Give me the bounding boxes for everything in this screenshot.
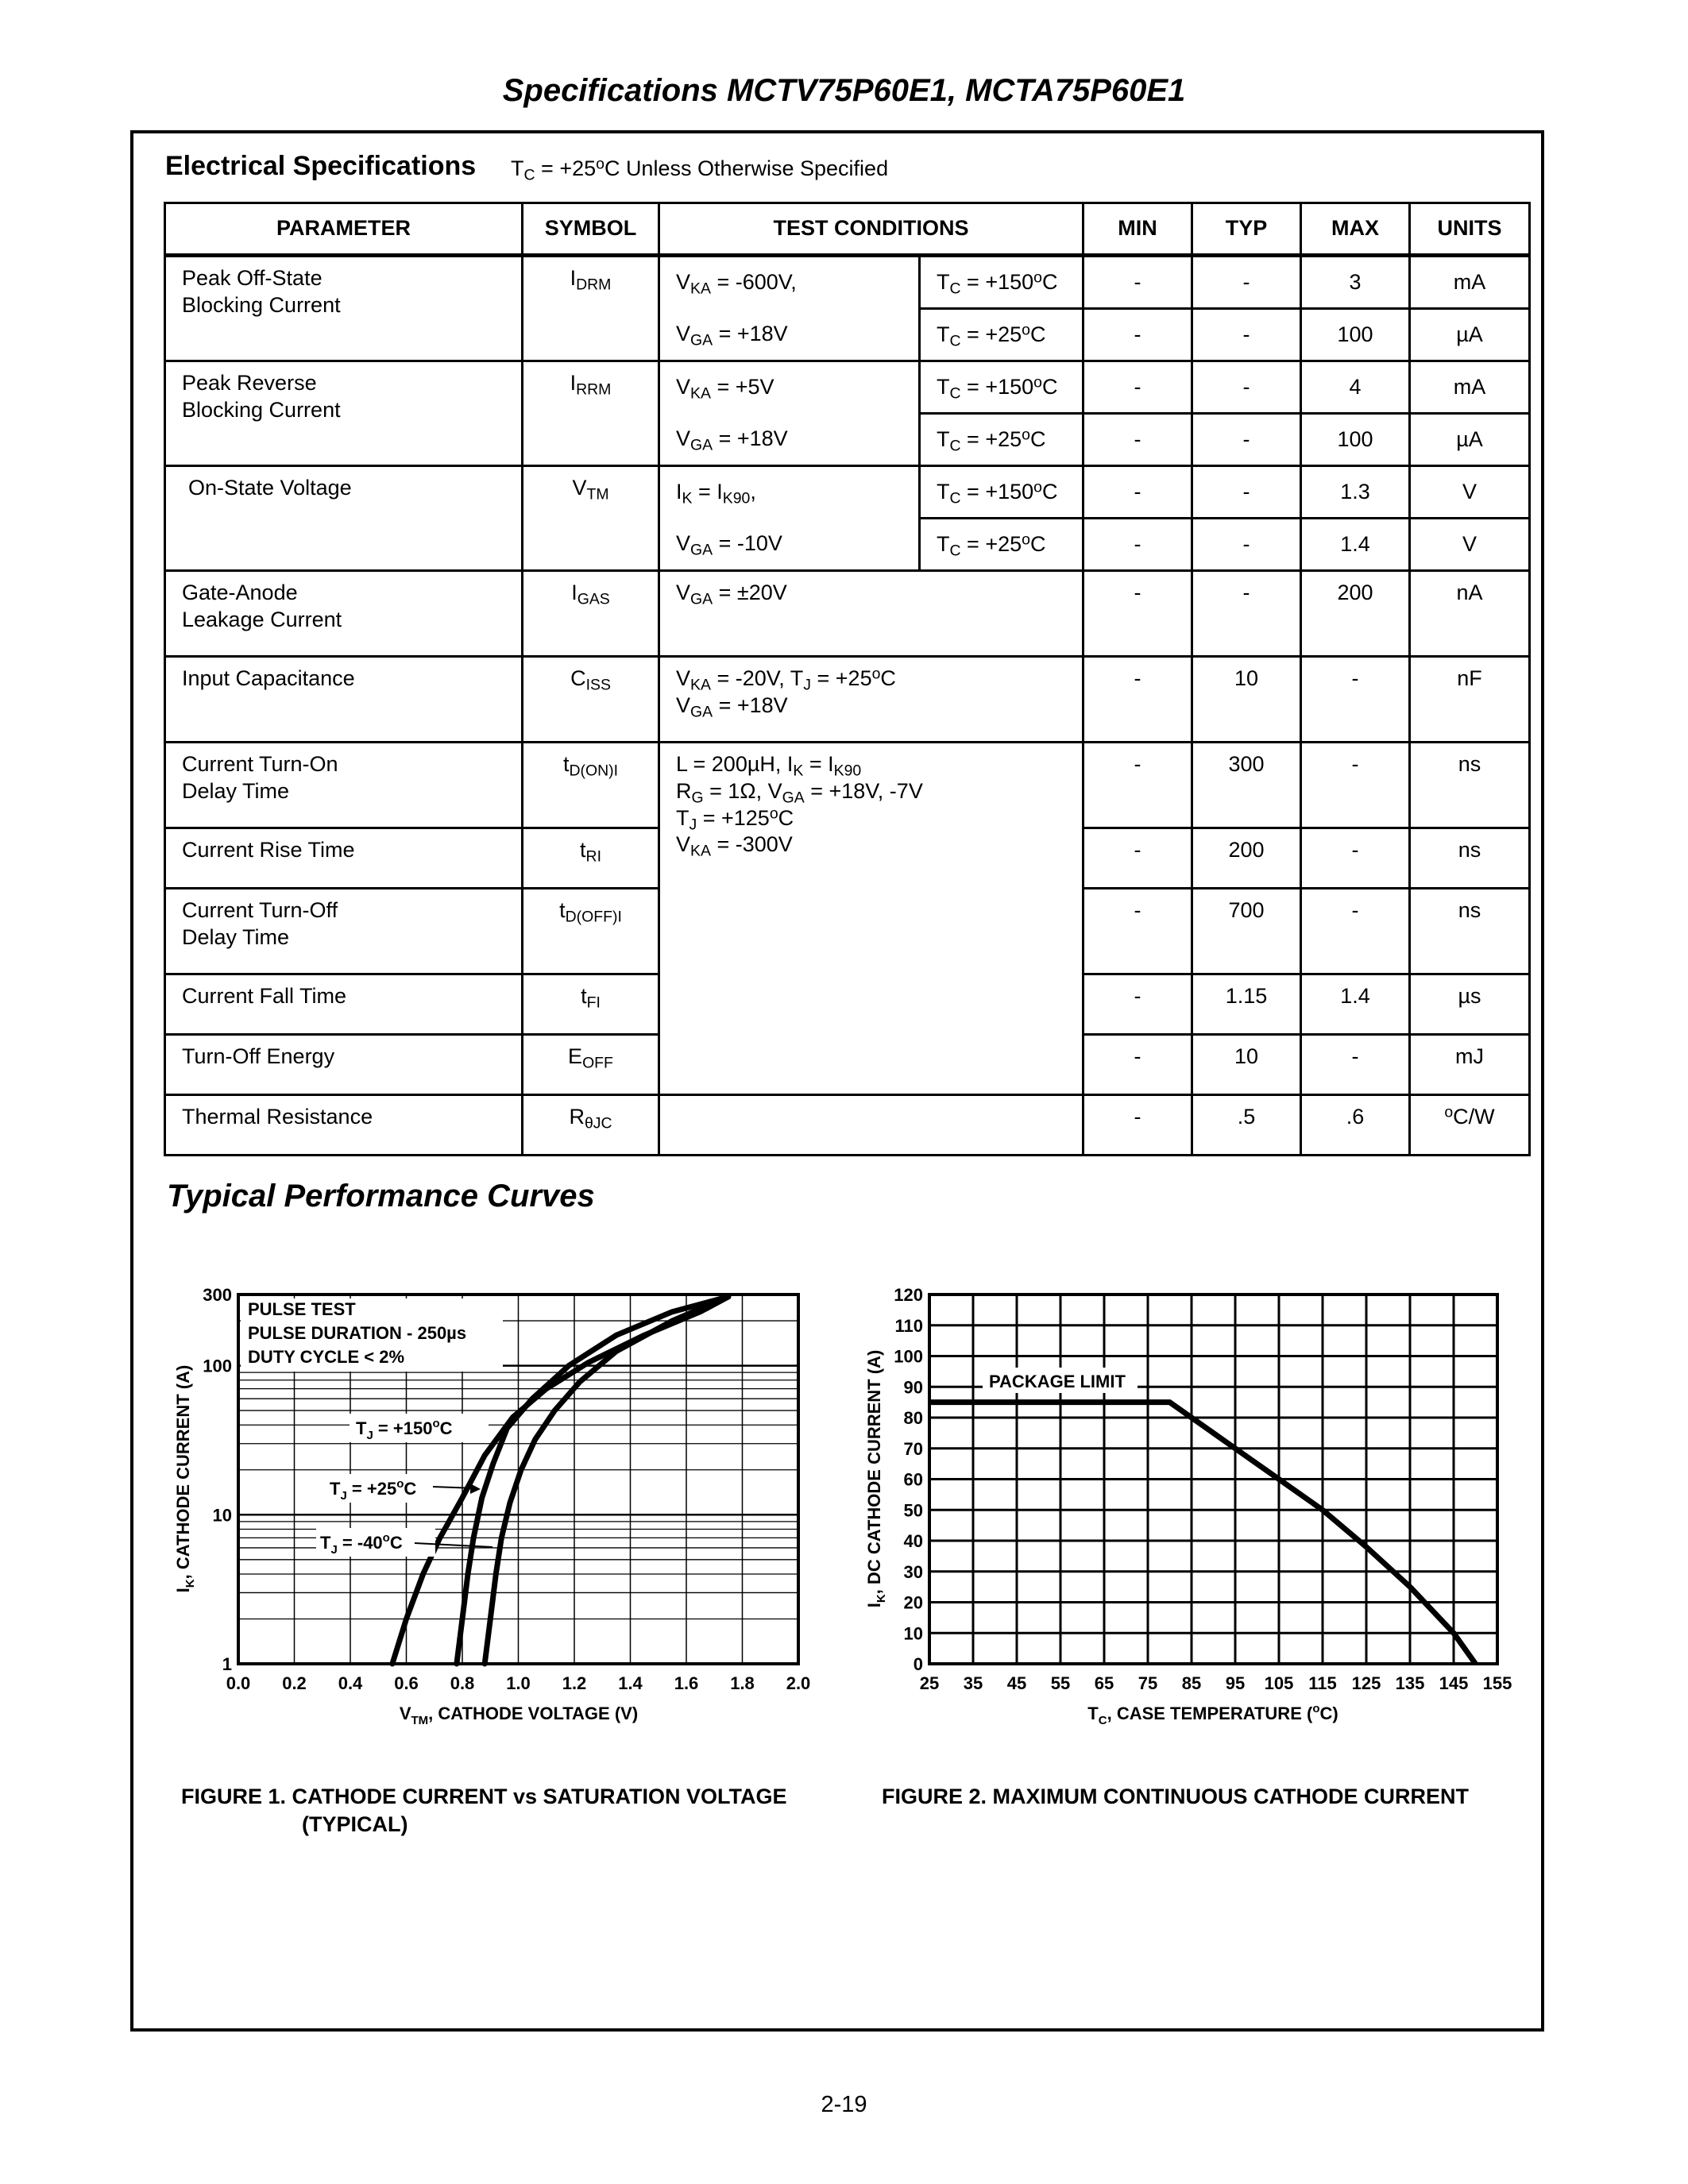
min-cell: - bbox=[1083, 828, 1192, 889]
x-tick-label: 1.6 bbox=[674, 1673, 699, 1693]
param-cell: Current Turn-Off Delay Time bbox=[165, 889, 523, 974]
header-typ: TYP bbox=[1192, 203, 1301, 256]
units-cell: V bbox=[1410, 466, 1530, 519]
param-cell: On-State Voltage bbox=[165, 466, 523, 571]
electrical-specifications-table bbox=[164, 202, 1531, 1156]
x-tick-label: 45 bbox=[1006, 1673, 1027, 1693]
symbol-cell: $I_{GAS}$ bbox=[523, 571, 659, 657]
figure-1-chart bbox=[159, 1271, 842, 1747]
switching-conditions-continuation bbox=[659, 889, 1083, 1095]
min-cell: - bbox=[1083, 1095, 1192, 1156]
y-tick-label: 60 bbox=[903, 1469, 923, 1490]
x-tick-label: 145 bbox=[1439, 1673, 1469, 1693]
x-tick-label: 95 bbox=[1225, 1673, 1246, 1693]
max-cell: - bbox=[1301, 889, 1410, 974]
min-cell: - bbox=[1083, 1035, 1192, 1095]
symbol-cell: $I_{DRM}$ bbox=[523, 256, 659, 361]
header-symbol: SYMBOL bbox=[523, 203, 659, 256]
x-tick-label: 1.0 bbox=[506, 1673, 531, 1693]
symbol-cell: $t_{FI}$ bbox=[523, 974, 659, 1035]
table-row bbox=[165, 466, 1530, 519]
y-tick-label: 20 bbox=[903, 1592, 923, 1613]
y-tick-label: 100 bbox=[894, 1346, 923, 1367]
temperature-cell: $T_C = +25^oC$ bbox=[920, 309, 1083, 361]
y-tick-label: 0 bbox=[913, 1654, 923, 1674]
y-tick-label: 10 bbox=[212, 1505, 232, 1526]
y-tick-label: 90 bbox=[903, 1377, 923, 1398]
max-cell: - bbox=[1301, 828, 1410, 889]
x-tick-label: 155 bbox=[1482, 1673, 1512, 1693]
symbol-cell: $V_{TM}$ bbox=[523, 466, 659, 571]
max-cell: 1.3 bbox=[1301, 466, 1410, 519]
y-tick-label: 50 bbox=[903, 1500, 923, 1521]
units-cell: µA bbox=[1410, 309, 1530, 361]
y-tick-label: 300 bbox=[203, 1285, 232, 1305]
param-cell: Current Fall Time bbox=[165, 974, 523, 1035]
x-tick-label: 105 bbox=[1264, 1673, 1294, 1693]
y-tick-label: 120 bbox=[894, 1285, 923, 1305]
x-tick-label: 125 bbox=[1351, 1673, 1381, 1693]
typ-cell: 300 bbox=[1192, 743, 1301, 828]
temperature-cell: $T_C = +150^oC$ bbox=[920, 256, 1083, 309]
max-cell: - bbox=[1301, 1035, 1410, 1095]
param-cell: Peak Reverse Blocking Current bbox=[165, 361, 523, 466]
x-tick-label: 0.0 bbox=[226, 1673, 251, 1693]
max-cell: 4 bbox=[1301, 361, 1410, 414]
min-cell: - bbox=[1083, 466, 1192, 519]
figure-1-caption: FIGURE 1. CATHODE CURRENT vs SATURATION VOLTAGE (TYPICAL) bbox=[181, 1785, 787, 1837]
max-cell: 100 bbox=[1301, 309, 1410, 361]
max-cell: 100 bbox=[1301, 414, 1410, 466]
min-cell: - bbox=[1083, 519, 1192, 571]
x-tick-label: 55 bbox=[1050, 1673, 1071, 1693]
figure-2-chart bbox=[850, 1271, 1533, 1747]
units-cell: µs bbox=[1410, 974, 1530, 1035]
typ-cell: .5 bbox=[1192, 1095, 1301, 1156]
figure-2-grid bbox=[929, 1295, 1497, 1664]
typ-cell: 10 bbox=[1192, 1035, 1301, 1095]
param-cell: Gate-Anode Leakage Current bbox=[165, 571, 523, 657]
annotation-pulse-duration: PULSE DURATION - 250µs bbox=[248, 1323, 467, 1343]
y-tick-label: 70 bbox=[903, 1438, 923, 1459]
condition-cell: $V_{GA} = -10V$ bbox=[659, 519, 920, 571]
typ-cell: - bbox=[1192, 361, 1301, 414]
annotation-package-limit: PACKAGE LIMIT bbox=[989, 1372, 1126, 1391]
param-cell: Peak Off-State Blocking Current bbox=[165, 256, 523, 361]
units-cell: V bbox=[1410, 519, 1530, 571]
param-cell: Input Capacitance bbox=[165, 657, 523, 743]
min-cell: - bbox=[1083, 414, 1192, 466]
x-tick-label: 0.2 bbox=[282, 1673, 307, 1693]
typ-cell: 1.15 bbox=[1192, 974, 1301, 1035]
symbol-cell: $t_{D(OFF)I}$ bbox=[523, 889, 659, 974]
x-tick-label: 115 bbox=[1308, 1673, 1337, 1693]
x-tick-label: 85 bbox=[1181, 1673, 1202, 1693]
typ-cell: - bbox=[1192, 309, 1301, 361]
units-cell: ns bbox=[1410, 743, 1530, 828]
temperature-cell: $T_C = +25^oC$ bbox=[920, 414, 1083, 466]
x-tick-label: 25 bbox=[919, 1673, 940, 1693]
table-row bbox=[165, 657, 1530, 743]
page-number: 2-19 bbox=[821, 2092, 867, 2117]
symbol-cell: $t_{D(ON)I}$ bbox=[523, 743, 659, 828]
units-cell: mA bbox=[1410, 256, 1530, 309]
temperature-cell: $T_C = +150^oC$ bbox=[920, 466, 1083, 519]
header-parameter: PARAMETER bbox=[165, 203, 523, 256]
x-tick-label: 2.0 bbox=[786, 1673, 811, 1693]
x-tick-label: 0.4 bbox=[338, 1673, 363, 1693]
units-cell: nF bbox=[1410, 657, 1530, 743]
electrical-specifications-condition: $T_C = +25^oC$ Unless Otherwise Specified bbox=[511, 155, 889, 184]
typ-cell: - bbox=[1192, 519, 1301, 571]
x-tick-label: 0.6 bbox=[394, 1673, 419, 1693]
x-tick-label: 1.2 bbox=[562, 1673, 587, 1693]
units-cell: mJ bbox=[1410, 1035, 1530, 1095]
max-cell: 1.4 bbox=[1301, 974, 1410, 1035]
figure-2-caption: FIGURE 2. MAXIMUM CONTINUOUS CATHODE CURRENT bbox=[882, 1785, 1469, 1808]
min-cell: - bbox=[1083, 743, 1192, 828]
figure-1-x-axis-label: $V_{TM}$, CATHODE VOLTAGE (V) bbox=[399, 1704, 639, 1727]
condition-cell: $V_{GA} = \pm 20V$ bbox=[659, 571, 1083, 657]
series-label-25-arrowhead bbox=[470, 1484, 481, 1494]
condition-cell bbox=[659, 1095, 1083, 1156]
x-tick-label: 0.8 bbox=[450, 1673, 475, 1693]
condition-cell: $V_{KA} = +5V$ bbox=[659, 361, 920, 414]
max-cell: .6 bbox=[1301, 1095, 1410, 1156]
typ-cell: - bbox=[1192, 256, 1301, 309]
table-row bbox=[165, 256, 1530, 309]
series-line bbox=[929, 1403, 1476, 1664]
min-cell: - bbox=[1083, 256, 1192, 309]
table-header-row bbox=[165, 203, 1530, 256]
condition-cell: $V_{GA} = +18V$ bbox=[659, 414, 920, 466]
typ-cell: - bbox=[1192, 414, 1301, 466]
param-cell: Thermal Resistance bbox=[165, 1095, 523, 1156]
y-tick-label: 40 bbox=[903, 1531, 923, 1551]
min-cell: - bbox=[1083, 657, 1192, 743]
units-cell: mA bbox=[1410, 361, 1530, 414]
symbol-cell: $C_{ISS}$ bbox=[523, 657, 659, 743]
units-cell: nA bbox=[1410, 571, 1530, 657]
typ-cell: - bbox=[1192, 571, 1301, 657]
y-tick-label: 1 bbox=[222, 1654, 232, 1674]
switching-conditions-cell: L = 200µH, $I_K = I_{K90}$ $R_G = 1\Omega$, $V_{GA} = +18V$, -7V $T_J = +125^oC$ $V_{KA} = -300V$ bbox=[659, 743, 1083, 889]
y-tick-label: 80 bbox=[903, 1408, 923, 1428]
table-row bbox=[165, 743, 1530, 828]
y-tick-label: 110 bbox=[894, 1315, 923, 1336]
series-label-25: $T_J = +25^oC$ bbox=[330, 1477, 417, 1503]
figure-1-y-axis-label: $I_K$, CATHODE CURRENT (A) bbox=[173, 1364, 197, 1593]
symbol-cell: $t_{RI}$ bbox=[523, 828, 659, 889]
y-tick-label: 30 bbox=[903, 1561, 923, 1582]
max-cell: 3 bbox=[1301, 256, 1410, 309]
figure-2-curves bbox=[929, 1403, 1476, 1664]
param-cell: Current Rise Time bbox=[165, 828, 523, 889]
x-tick-label: 75 bbox=[1138, 1673, 1158, 1693]
electrical-specifications-heading: Electrical Specifications bbox=[165, 151, 477, 181]
condition-cell: $V_{KA} = -600V$, bbox=[659, 256, 920, 309]
figure-2-y-axis-label: $I_K$, DC CATHODE CURRENT (A) bbox=[864, 1349, 888, 1608]
min-cell: - bbox=[1083, 309, 1192, 361]
typ-cell: 10 bbox=[1192, 657, 1301, 743]
table-row bbox=[165, 889, 1530, 974]
annotation-pulse-test: PULSE TEST bbox=[248, 1299, 356, 1319]
series-label-minus40: $T_J = -40^oC$ bbox=[320, 1531, 403, 1557]
min-cell: - bbox=[1083, 974, 1192, 1035]
symbol-cell: $I_{RRM}$ bbox=[523, 361, 659, 466]
typ-cell: 700 bbox=[1192, 889, 1301, 974]
x-tick-label: 1.8 bbox=[730, 1673, 755, 1693]
table-row bbox=[165, 571, 1530, 657]
page-title: Specifications MCTV75P60E1, MCTA75P60E1 bbox=[502, 73, 1186, 108]
units-cell: $^o$C/W bbox=[1410, 1095, 1530, 1156]
x-tick-label: 1.4 bbox=[618, 1673, 643, 1693]
typical-performance-curves-heading: Typical Performance Curves bbox=[167, 1179, 595, 1214]
typ-cell: - bbox=[1192, 466, 1301, 519]
min-cell: - bbox=[1083, 361, 1192, 414]
symbol-cell: $E_{OFF}$ bbox=[523, 1035, 659, 1095]
max-cell: 1.4 bbox=[1301, 519, 1410, 571]
series-label-150: $T_J = +150^oC$ bbox=[356, 1417, 453, 1442]
x-tick-label: 65 bbox=[1094, 1673, 1114, 1693]
annotation-duty-cycle: DUTY CYCLE < 2% bbox=[248, 1347, 405, 1367]
max-cell: 200 bbox=[1301, 571, 1410, 657]
header-max: MAX bbox=[1301, 203, 1410, 256]
condition-cell: $V_{GA} = +18V$ bbox=[659, 309, 920, 361]
table-row bbox=[165, 1095, 1530, 1156]
max-cell: - bbox=[1301, 743, 1410, 828]
header-units: UNITS bbox=[1410, 203, 1530, 256]
x-tick-label: 35 bbox=[963, 1673, 983, 1693]
param-cell: Current Turn-On Delay Time bbox=[165, 743, 523, 828]
header-test-conditions: TEST CONDITIONS bbox=[659, 203, 1083, 256]
min-cell: - bbox=[1083, 571, 1192, 657]
condition-cell: $I_K = I_{K90}$, bbox=[659, 466, 920, 519]
y-tick-label: 10 bbox=[903, 1623, 923, 1644]
min-cell: - bbox=[1083, 889, 1192, 974]
y-tick-label: 100 bbox=[203, 1356, 232, 1376]
max-cell: - bbox=[1301, 657, 1410, 743]
condition-cell: $V_{KA} = -20V$, $T_J = +25^oC$ $V_{GA} = +18V$ bbox=[659, 657, 1083, 743]
units-cell: ns bbox=[1410, 828, 1530, 889]
typ-cell: 200 bbox=[1192, 828, 1301, 889]
units-cell: ns bbox=[1410, 889, 1530, 974]
x-tick-label: 135 bbox=[1395, 1673, 1425, 1693]
symbol-cell: $R_{\theta JC}$ bbox=[523, 1095, 659, 1156]
units-cell: µA bbox=[1410, 414, 1530, 466]
temperature-cell: $T_C = +25^oC$ bbox=[920, 519, 1083, 571]
figure-2-x-axis-label: $T_C$, CASE TEMPERATURE ($^o$C) bbox=[1087, 1702, 1338, 1727]
param-cell: Turn-Off Energy bbox=[165, 1035, 523, 1095]
table-row bbox=[165, 361, 1530, 414]
header-min: MIN bbox=[1083, 203, 1192, 256]
temperature-cell: $T_C = +150^oC$ bbox=[920, 361, 1083, 414]
